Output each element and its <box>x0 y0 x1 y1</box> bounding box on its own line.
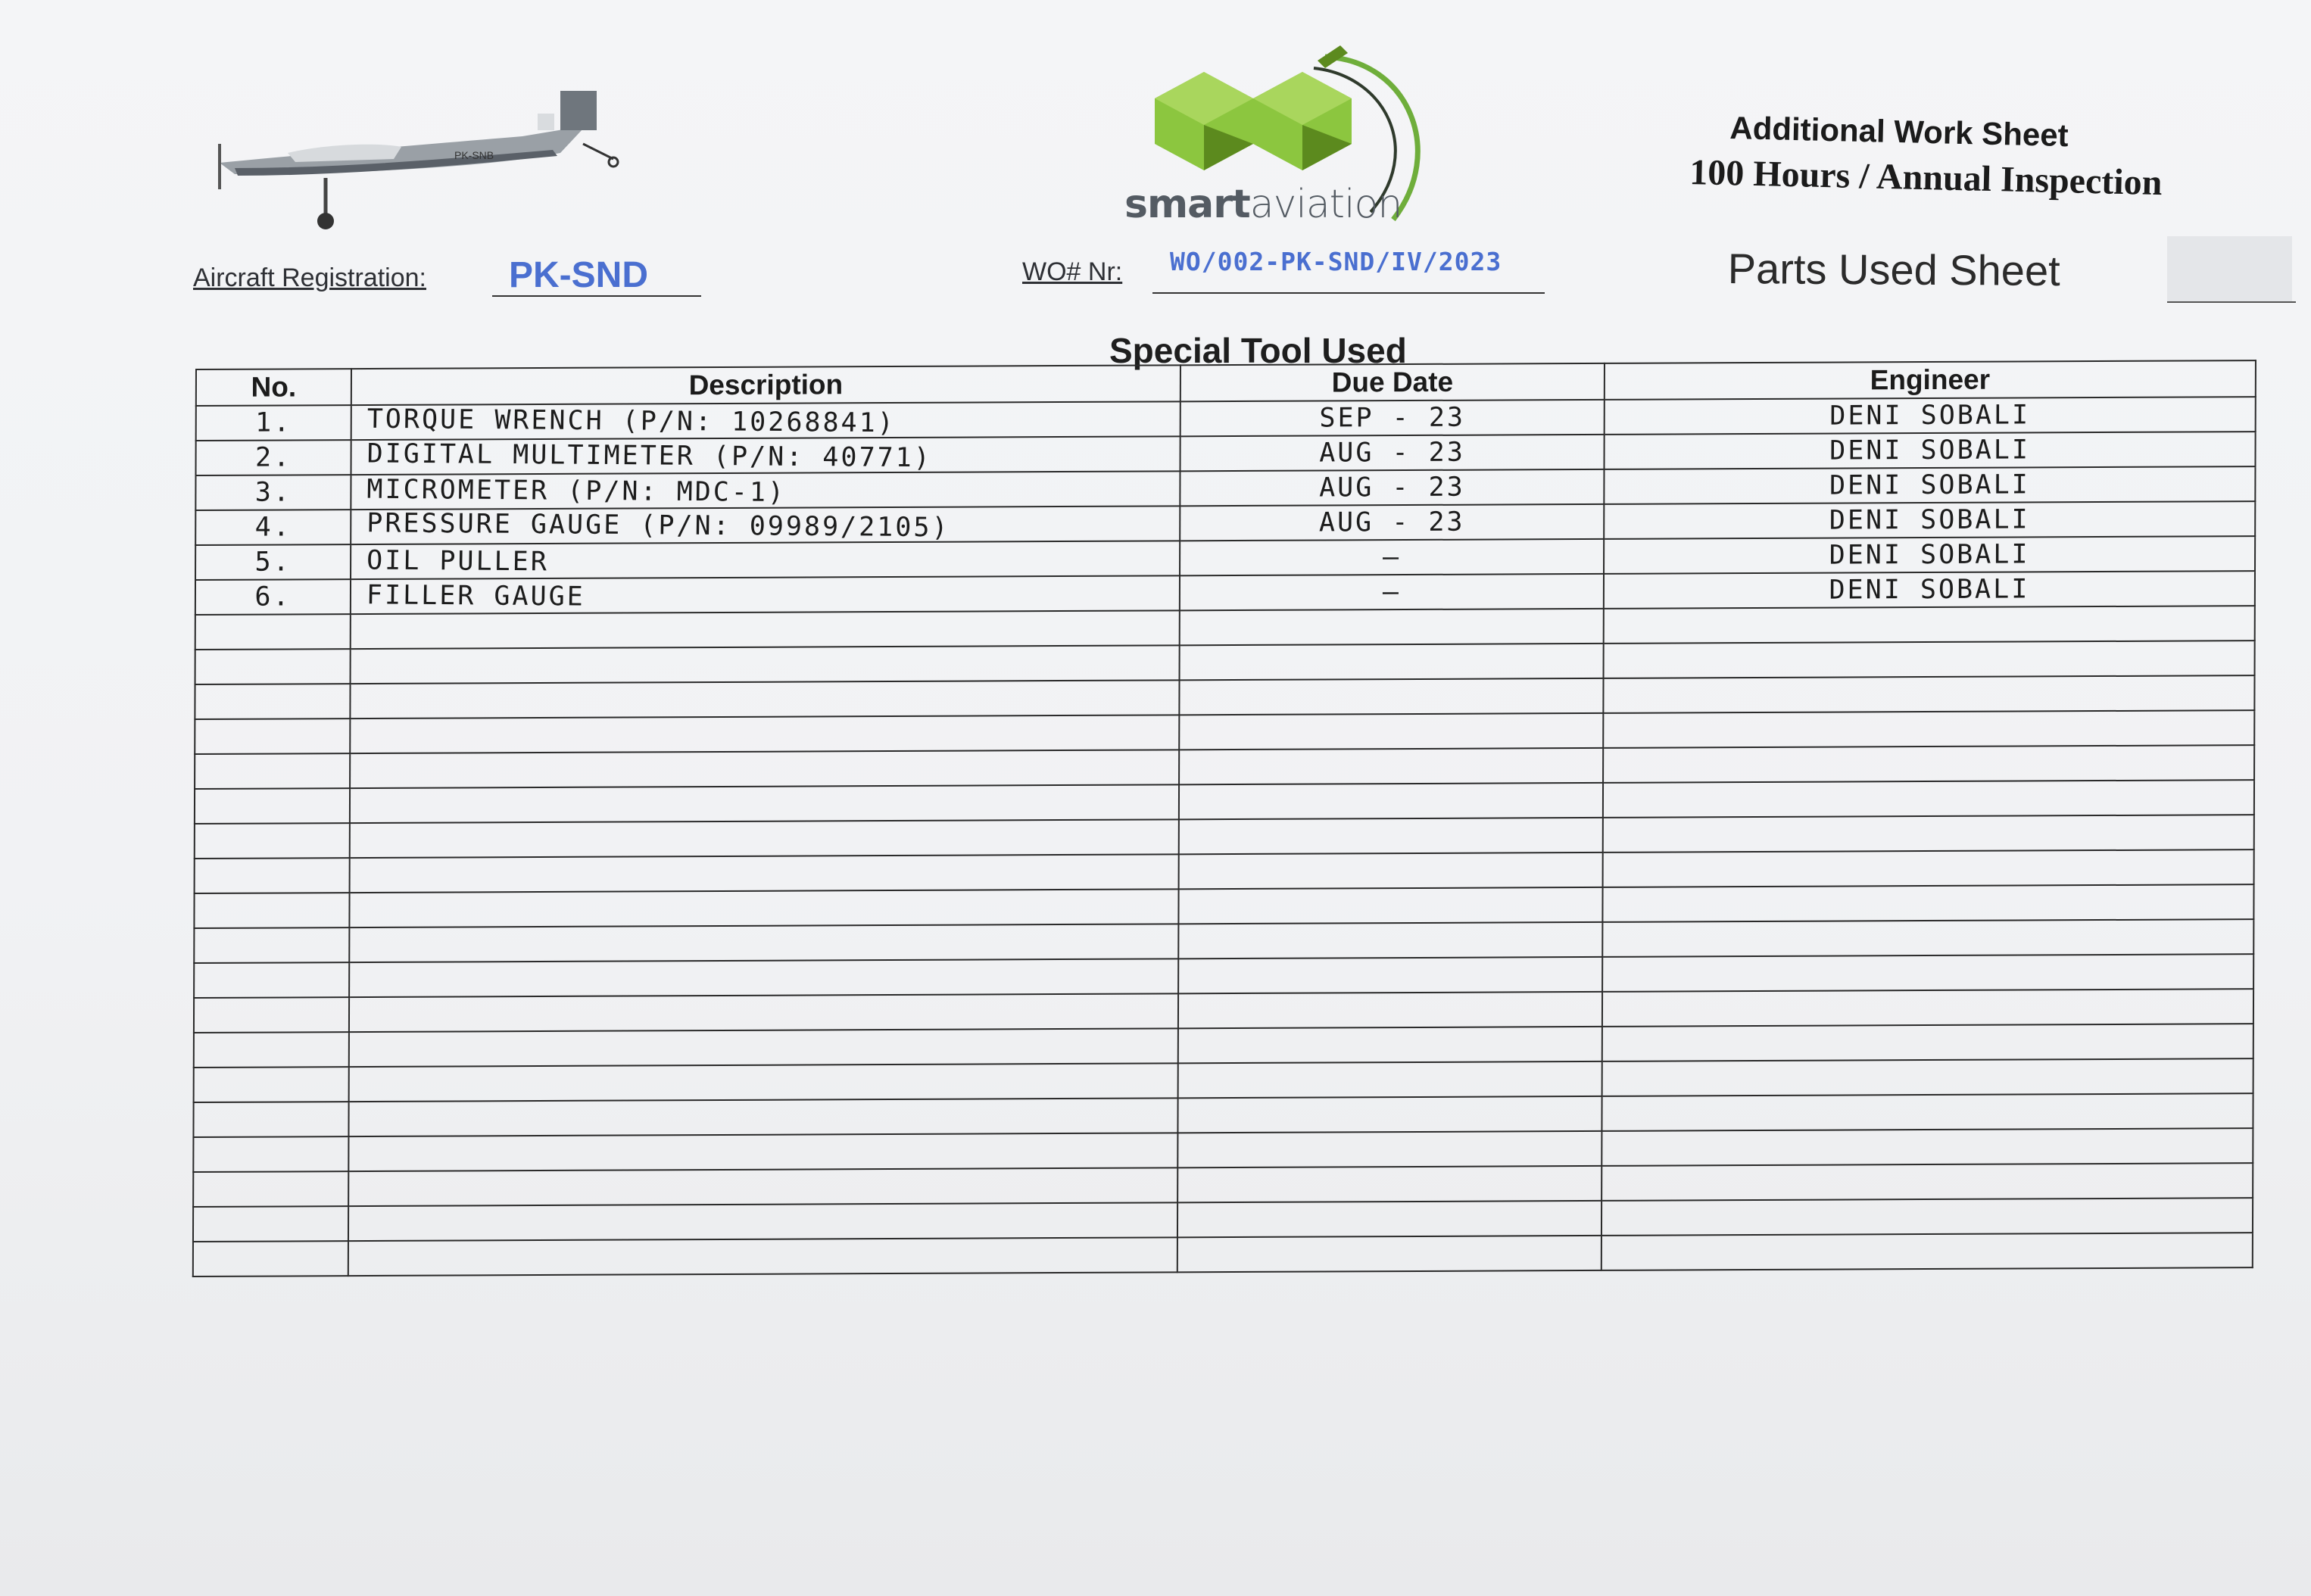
parts-used-sheet-label: Parts Used Sheet <box>1727 244 2060 295</box>
row-due-date-empty[interactable] <box>1179 713 1603 750</box>
row-due-date-empty[interactable] <box>1179 678 1603 715</box>
row-engineer[interactable]: DENI SOBALI <box>1604 536 2255 574</box>
row-engineer-empty[interactable] <box>1601 1198 2253 1236</box>
row-description-empty[interactable] <box>348 1202 1177 1241</box>
row-description-empty[interactable] <box>349 1028 1178 1067</box>
row-description-empty[interactable] <box>350 680 1179 719</box>
row-due-date-empty[interactable] <box>1177 1166 1601 1202</box>
row-no-empty[interactable] <box>193 1171 348 1207</box>
row-no-empty[interactable] <box>195 614 351 650</box>
wo-number-label: WO# Nr: <box>1022 257 1123 286</box>
row-due-date[interactable]: AUG - 23 <box>1180 504 1604 541</box>
row-engineer[interactable]: DENI SOBALI <box>1605 397 2256 435</box>
row-due-date-empty[interactable] <box>1177 1096 1601 1133</box>
row-description-empty[interactable] <box>350 750 1179 788</box>
row-no-empty[interactable] <box>193 1136 348 1172</box>
page-number-underline <box>2167 301 2296 303</box>
aircraft-illustration <box>204 83 628 242</box>
page-number-box <box>2167 236 2292 301</box>
row-description-empty[interactable] <box>348 1167 1177 1206</box>
row-engineer-empty[interactable] <box>1601 1093 2253 1131</box>
row-engineer[interactable]: DENI SOBALI <box>1604 571 2255 609</box>
row-no-empty[interactable] <box>194 927 349 963</box>
row-engineer[interactable]: DENI SOBALI <box>1604 501 2255 539</box>
row-description[interactable] <box>351 436 1180 475</box>
row-engineer-empty[interactable] <box>1602 919 2253 957</box>
row-due-date-empty[interactable] <box>1177 1236 1601 1272</box>
row-description-empty[interactable] <box>348 1237 1177 1276</box>
sheet-title: Additional Work Sheet <box>1729 110 2069 154</box>
row-engineer-empty[interactable] <box>1603 780 2254 818</box>
row-engineer-empty[interactable] <box>1603 710 2254 748</box>
row-description-empty[interactable] <box>351 610 1180 649</box>
row-description[interactable] <box>351 471 1180 510</box>
row-engineer-empty[interactable] <box>1601 1163 2253 1201</box>
row-no-empty[interactable] <box>195 649 351 684</box>
row-description-empty[interactable] <box>348 1133 1177 1171</box>
row-description[interactable] <box>351 401 1180 440</box>
row-due-date[interactable]: – <box>1180 539 1604 575</box>
row-due-date-empty[interactable] <box>1179 748 1603 784</box>
row-due-date-empty[interactable] <box>1179 853 1603 889</box>
row-due-date-empty[interactable] <box>1180 644 1604 680</box>
row-due-date-empty[interactable] <box>1178 1027 1602 1063</box>
row-no-empty[interactable] <box>195 753 350 789</box>
row-no[interactable]: 3. <box>195 475 351 510</box>
column-header-engineer: Engineer <box>1605 360 2256 400</box>
wo-number-underline <box>1152 292 1545 294</box>
row-no[interactable]: 4. <box>195 510 351 545</box>
row-description-empty[interactable] <box>351 645 1180 684</box>
row-description-empty[interactable] <box>350 715 1179 753</box>
row-description-empty[interactable] <box>349 924 1178 962</box>
row-due-date-empty[interactable] <box>1178 887 1602 924</box>
row-no-empty[interactable] <box>195 823 350 859</box>
row-description-empty[interactable] <box>349 1063 1178 1102</box>
column-header-due-date: Due Date <box>1180 363 1605 401</box>
row-no[interactable]: 5. <box>195 544 351 580</box>
row-description-empty[interactable] <box>350 854 1179 893</box>
column-header-no: No. <box>196 369 351 406</box>
row-no-empty[interactable] <box>193 1206 348 1242</box>
row-engineer-empty[interactable] <box>1604 641 2255 678</box>
special-tool-table <box>192 360 2256 1277</box>
row-description-empty[interactable] <box>349 993 1178 1032</box>
row-due-date[interactable]: AUG - 23 <box>1180 469 1604 506</box>
row-due-date-empty[interactable] <box>1177 1201 1601 1237</box>
row-engineer-empty[interactable] <box>1601 1233 2253 1270</box>
row-no-empty[interactable] <box>195 684 350 719</box>
row-no-empty[interactable] <box>194 1032 349 1068</box>
row-engineer-empty[interactable] <box>1603 849 2254 887</box>
row-no-empty[interactable] <box>195 858 350 893</box>
column-header-description: Description <box>351 365 1180 405</box>
row-no[interactable]: 2. <box>196 440 351 475</box>
row-due-date[interactable]: AUG - 23 <box>1180 435 1604 471</box>
row-description[interactable] <box>351 541 1180 579</box>
row-engineer-empty[interactable] <box>1603 675 2254 713</box>
row-no-empty[interactable] <box>194 997 349 1033</box>
row-engineer-empty[interactable] <box>1602 884 2253 922</box>
row-no[interactable]: 6. <box>195 579 351 615</box>
row-engineer-empty[interactable] <box>1601 1128 2253 1166</box>
row-no-empty[interactable] <box>193 1102 348 1137</box>
row-due-date-empty[interactable] <box>1178 957 1602 993</box>
row-due-date-empty[interactable] <box>1178 992 1602 1028</box>
row-description-text: MICROMETER (P/N: MDC-1) <box>366 474 787 508</box>
row-due-date-empty[interactable] <box>1178 1061 1602 1098</box>
row-due-date-empty[interactable] <box>1177 1131 1601 1167</box>
sheet-subtitle: 100 Hours / Annual Inspection <box>1689 151 2163 204</box>
row-description-text: OIL PULLER <box>366 545 550 578</box>
wo-number-value: WO/002-PK-SND/IV/2023 <box>1170 247 1502 276</box>
row-due-date[interactable]: SEP - 23 <box>1180 400 1605 436</box>
registration-underline <box>492 295 701 297</box>
row-description-empty[interactable] <box>349 889 1178 927</box>
row-due-date[interactable]: – <box>1180 574 1604 610</box>
row-no-empty[interactable] <box>194 893 349 928</box>
row-no-empty[interactable] <box>193 1241 348 1276</box>
row-description[interactable] <box>351 575 1180 614</box>
row-engineer-empty[interactable] <box>1602 1058 2253 1096</box>
row-no[interactable]: 1. <box>196 405 351 441</box>
row-description[interactable] <box>351 506 1180 544</box>
row-engineer-empty[interactable] <box>1604 606 2255 644</box>
registration-value: PK-SND <box>509 255 649 295</box>
row-description-text: TORQUE WRENCH (P/N: 10268841) <box>366 404 897 439</box>
row-due-date-empty[interactable] <box>1180 609 1604 645</box>
row-engineer-empty[interactable] <box>1603 745 2254 783</box>
row-engineer-empty[interactable] <box>1602 1024 2253 1061</box>
row-engineer-empty[interactable] <box>1602 954 2253 992</box>
row-no-empty[interactable] <box>195 788 350 824</box>
brand-wordmark: smartaviation <box>1124 182 1402 227</box>
row-engineer[interactable]: DENI SOBALI <box>1604 432 2255 469</box>
row-engineer[interactable]: DENI SOBALI <box>1604 466 2255 504</box>
row-no-empty[interactable] <box>194 962 349 998</box>
row-due-date-empty[interactable] <box>1178 922 1602 959</box>
row-due-date-empty[interactable] <box>1179 783 1603 819</box>
row-no-empty[interactable] <box>194 1067 349 1102</box>
row-due-date-empty[interactable] <box>1179 818 1603 854</box>
section-title: Special Tool Used <box>1109 331 1407 370</box>
registration-label: Aircraft Registration: <box>193 263 426 292</box>
row-description-text: FILLER GAUGE <box>366 580 586 613</box>
row-no-empty[interactable] <box>195 719 350 754</box>
row-engineer-empty[interactable] <box>1602 989 2253 1027</box>
row-description-empty[interactable] <box>348 1098 1177 1136</box>
table-body <box>193 397 2256 1276</box>
svg-text:PK-SNB: PK-SNB <box>454 149 494 161</box>
row-description-empty[interactable] <box>350 784 1179 823</box>
row-description-text: PRESSURE GAUGE (P/N: 09989/2105) <box>366 508 950 544</box>
row-description-empty[interactable] <box>349 959 1178 997</box>
row-description-text: DIGITAL MULTIMETER (P/N: 40771) <box>366 438 933 474</box>
row-engineer-empty[interactable] <box>1603 815 2254 853</box>
row-description-empty[interactable] <box>350 819 1179 858</box>
